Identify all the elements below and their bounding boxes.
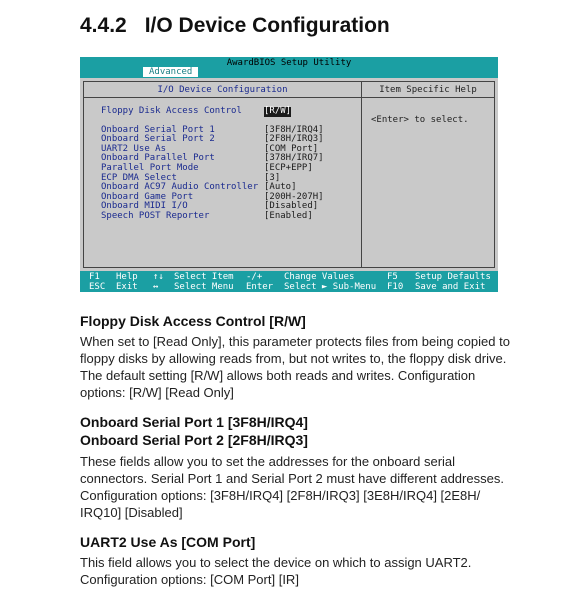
setting-label: Onboard Game Port [101,191,194,202]
setting-label: Floppy Disk Access Control [101,106,242,116]
setting-label: Onboard Parallel Port [101,153,215,164]
paragraph-line: Configuration options: [COM Port] [IR] [80,572,299,587]
section-heading [80,14,390,38]
key-exit-label: Exit [116,282,138,292]
paragraph-line: Configuration options: [3F8H/IRQ4] [2F8H/IRQ3] [3E8H/IRQ4] [2E8H/ [80,488,481,503]
setting-value[interactable]: [ECP+EPP] [264,162,313,173]
bios-frame [83,81,495,268]
floppy-section-heading: Floppy Disk Access Control [R/W] [80,313,306,329]
bios-footer-keys [80,271,498,292]
setting-value[interactable]: [COM Port] [264,143,319,154]
setting-label: Onboard MIDI I/O [101,201,188,212]
setting-value[interactable]: [378H/IRQ7] [264,153,324,164]
key-f10: F10 [387,282,404,292]
setting-value[interactable]: [3] [264,172,281,183]
key-select-submenu-label: Select ► Sub-Menu [284,282,377,292]
setting-value[interactable]: [Disabled] [264,201,319,212]
paragraph-line: When set to [Read Only], this parameter protects files from being copied to [80,334,510,349]
paragraph-line: IRQ10] [Disabled] [80,505,183,520]
paragraph-line: options: [R/W] [Read Only] [80,385,234,400]
key-help-label: Help [116,272,138,282]
serial-port-2-heading: Onboard Serial Port 2 [2F8H/IRQ3] [80,432,308,448]
bios-utility-title: AwardBIOS Setup Utility [226,58,352,68]
key-minus-plus: -/+ [246,272,263,282]
floppy-section-text [80,333,510,401]
section-number: 4.4.2 [80,14,127,37]
key-f1: F1 [89,272,100,282]
setting-label: Onboard Serial Port 2 [101,134,215,145]
setting-label: UART2 Use As [101,143,167,154]
section-title-text: I/O Device Configuration [144,14,390,37]
setting-value[interactable]: [Enabled] [264,210,313,221]
serial-port-1-heading: Onboard Serial Port 1 [3F8H/IRQ4] [80,414,308,430]
paragraph-line: connectors. Serial Port 1 and Serial Port 2 must have different addresses. [80,471,504,486]
key-enter: Enter [246,282,274,292]
key-select-item-label: Select Item [174,272,234,282]
setting-value[interactable]: [200H-207H] [264,191,324,202]
uart2-section-text [80,554,510,588]
bios-help-text: <Enter> to select. [371,115,469,125]
paragraph-line: These fields allow you to set the addresses for the onboard serial [80,454,456,469]
serial-ports-section-text [80,453,510,521]
key-setup-defaults-label: Setup Defaults [415,272,491,282]
bios-header-bar [80,57,498,78]
bios-title-separator [84,97,494,98]
setting-label: Parallel Port Mode [101,162,199,173]
bios-help-title: Item Specific Help [379,85,477,95]
key-esc: ESC [89,282,106,292]
setting-label: Onboard Serial Port 1 [101,124,215,135]
bios-tab-advanced[interactable]: Advanced [143,67,198,77]
setting-value[interactable]: [2F8H/IRQ3] [264,134,324,145]
setting-label: ECP DMA Select [101,172,177,183]
setting-label: Speech POST Reporter [101,210,210,221]
setting-label: Onboard AC97 Audio Controller [101,182,259,193]
key-f5: F5 [387,272,398,282]
bios-screenshot [80,57,498,292]
key-updown: ↑↓ [153,272,164,282]
key-save-exit-label: Save and Exit [415,282,486,292]
bios-body [80,78,498,271]
key-change-values-label: Change Values [284,272,355,282]
setting-value[interactable]: [Auto] [264,182,297,193]
uart2-section-heading: UART2 Use As [COM Port] [80,534,256,550]
setting-value[interactable]: [3F8H/IRQ4] [264,124,324,135]
paragraph-line: The default setting [R/W] allows both reads and writes. Configuration [80,368,476,383]
bios-divider [361,82,362,267]
paragraph-line: This field allows you to select the device on which to assign UART2. [80,555,472,570]
paragraph-line: floppy disks by allowing reads from, but not writes to, the floppy disk drive. [80,351,507,366]
bios-pane-title: I/O Device Configuration [157,85,288,95]
key-select-menu-label: Select Menu [174,282,234,292]
key-leftright: ↔ [153,282,159,292]
setting-value[interactable]: [R/W] [264,106,292,116]
